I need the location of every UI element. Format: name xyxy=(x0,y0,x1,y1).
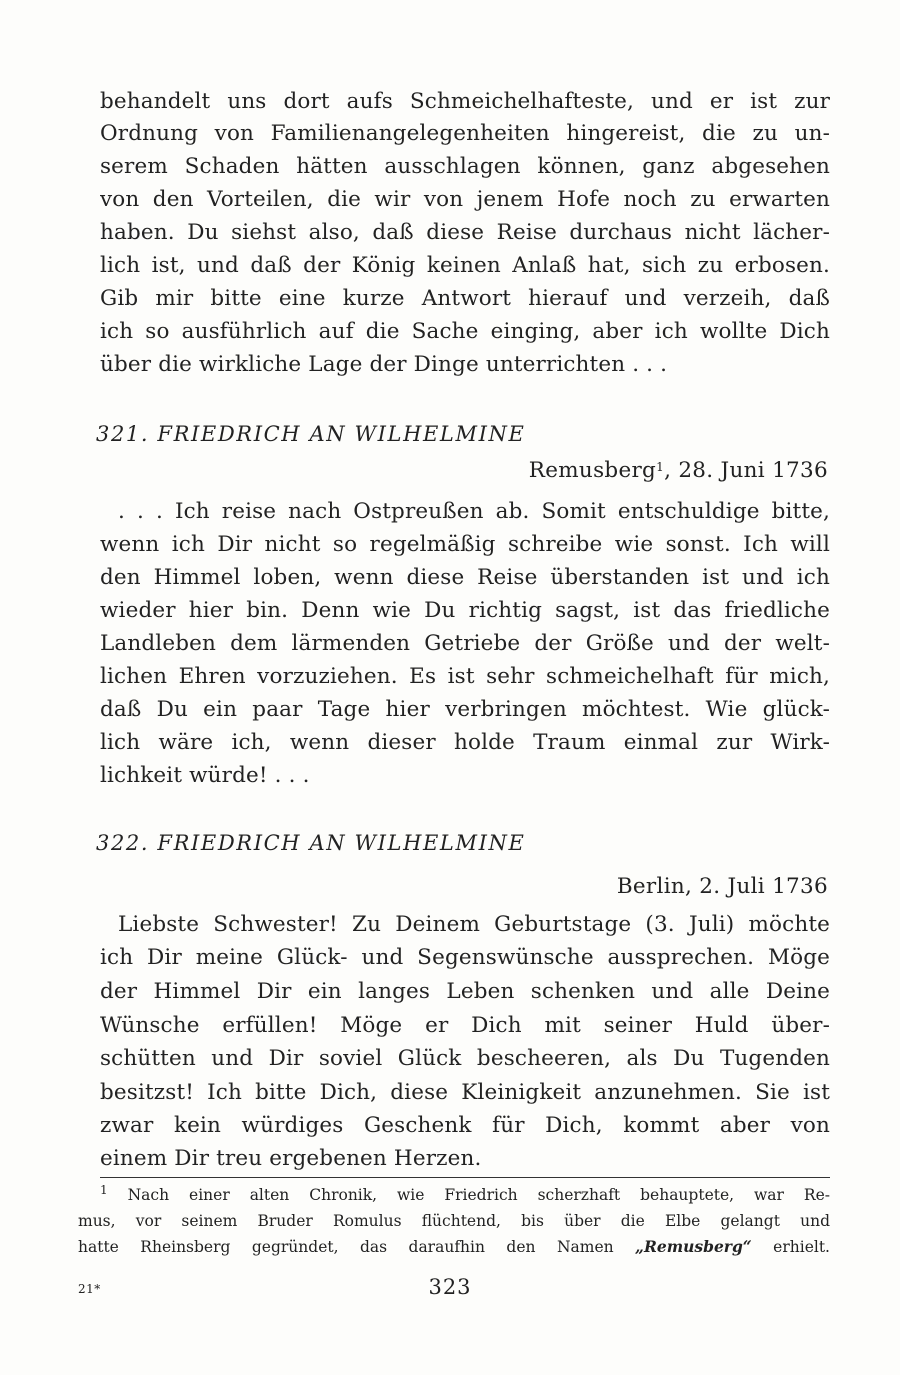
text-line: serem Schaden hätten ausschlagen können, ganz abgesehen xyxy=(100,154,830,179)
text-line: besitzst! Ich bitte Dich, diese Kleinigkeit anzunehmen. Sie ist xyxy=(100,1080,830,1105)
footnote-marker: 1 xyxy=(100,1183,108,1197)
dateline-322: Berlin, 2. Juli 1736 xyxy=(616,874,828,899)
text-line: Wünsche erfüllen! Möge er Dich mit seiner Huld über- xyxy=(100,1013,830,1038)
footnote-line: mus, vor seinem Bruder Romulus flüchtend, bis über die Elbe gelangt und xyxy=(78,1212,830,1230)
letter-heading-321: 321. FRIEDRICH AN WILHELMINE xyxy=(96,422,526,446)
footnote-text: erhielt. xyxy=(751,1238,830,1256)
footnote-rule xyxy=(100,1177,830,1178)
text-line: ich so ausführlich auf die Sache einging, aber ich wollte Dich xyxy=(100,319,830,344)
signature-mark: 21* xyxy=(78,1282,101,1296)
text-line: ich Dir meine Glück- und Segenswünsche aussprechen. Möge xyxy=(100,945,830,970)
footnote-text: hatte Rheinsberg gegründet, das daraufhin den Namen xyxy=(78,1238,636,1256)
text-line: der Himmel Dir ein langes Leben schenken und alle Deine xyxy=(100,979,830,1004)
dateline-place: Remusberg xyxy=(528,458,657,483)
dateline-date: , 28. Juni 1736 xyxy=(664,458,828,483)
text-line-last: über die wirkliche Lage der Dinge unterrichten . . . xyxy=(100,352,668,377)
text-line: Gib mir bitte eine kurze Antwort hierauf und verzeih, daß xyxy=(100,286,830,311)
footnote-line xyxy=(100,1182,830,1208)
text-line-last: lichkeit würde! . . . xyxy=(100,763,310,788)
text-line: Liebste Schwester! Zu Deinem Geburtstage (3. Juli) möchte xyxy=(118,912,830,937)
text-line: Ordnung von Familienangelegenheiten hingereist, die zu un- xyxy=(100,121,830,146)
text-line-last: einem Dir treu ergebenen Herzen. xyxy=(100,1146,482,1171)
footnote-line xyxy=(78,1234,830,1260)
text-line: lich wäre ich, wenn dieser holde Traum einmal zur Wirk- xyxy=(100,730,830,755)
dateline-321 xyxy=(529,455,828,487)
text-line: daß Du ein paar Tage hier verbringen möchtest. Wie glück- xyxy=(100,697,830,722)
footnote-text: Nach einer alten Chronik, wie Friedrich scherzhaft behauptete, war Re- xyxy=(127,1186,830,1204)
text-line: lichen Ehren vorzuziehen. Es ist sehr schmeichelhaft für mich, xyxy=(100,664,830,689)
text-line: wieder hier bin. Denn wie Du richtig sagst, ist das friedliche xyxy=(100,598,830,623)
text-line: lich ist, und daß der König keinen Anlaß hat, sich zu erbosen. xyxy=(100,253,830,278)
text-line: wenn ich Dir nicht so regelmäßig schreibe wie sonst. Ich will xyxy=(100,532,830,557)
page-number: 323 xyxy=(428,1275,472,1299)
text-line: Landleben dem lärmenden Getriebe der Größe und der welt- xyxy=(100,631,830,656)
text-line: zwar kein würdiges Geschenk für Dich, kommt aber von xyxy=(100,1113,830,1138)
footnote-reference: 1 xyxy=(656,460,665,474)
text-line: . . . Ich reise nach Ostpreußen ab. Somit entschuldige bitte, xyxy=(118,499,830,524)
text-line: haben. Du siehst also, daß diese Reise durchaus nicht lächer- xyxy=(100,220,830,245)
text-line: von den Vorteilen, die wir von jenem Hofe noch zu erwarten xyxy=(100,187,830,212)
text-line: behandelt uns dort aufs Schmeichelhafteste, und er ist zur xyxy=(100,89,830,114)
letter-heading-322: 322. FRIEDRICH AN WILHELMINE xyxy=(96,831,526,855)
text-line: den Himmel loben, wenn diese Reise überstanden ist und ich xyxy=(100,565,830,590)
text-line: schütten und Dir soviel Glück bescheeren, als Du Tugenden xyxy=(100,1046,830,1071)
footnote-place-name: „Remusberg“ xyxy=(635,1237,752,1256)
